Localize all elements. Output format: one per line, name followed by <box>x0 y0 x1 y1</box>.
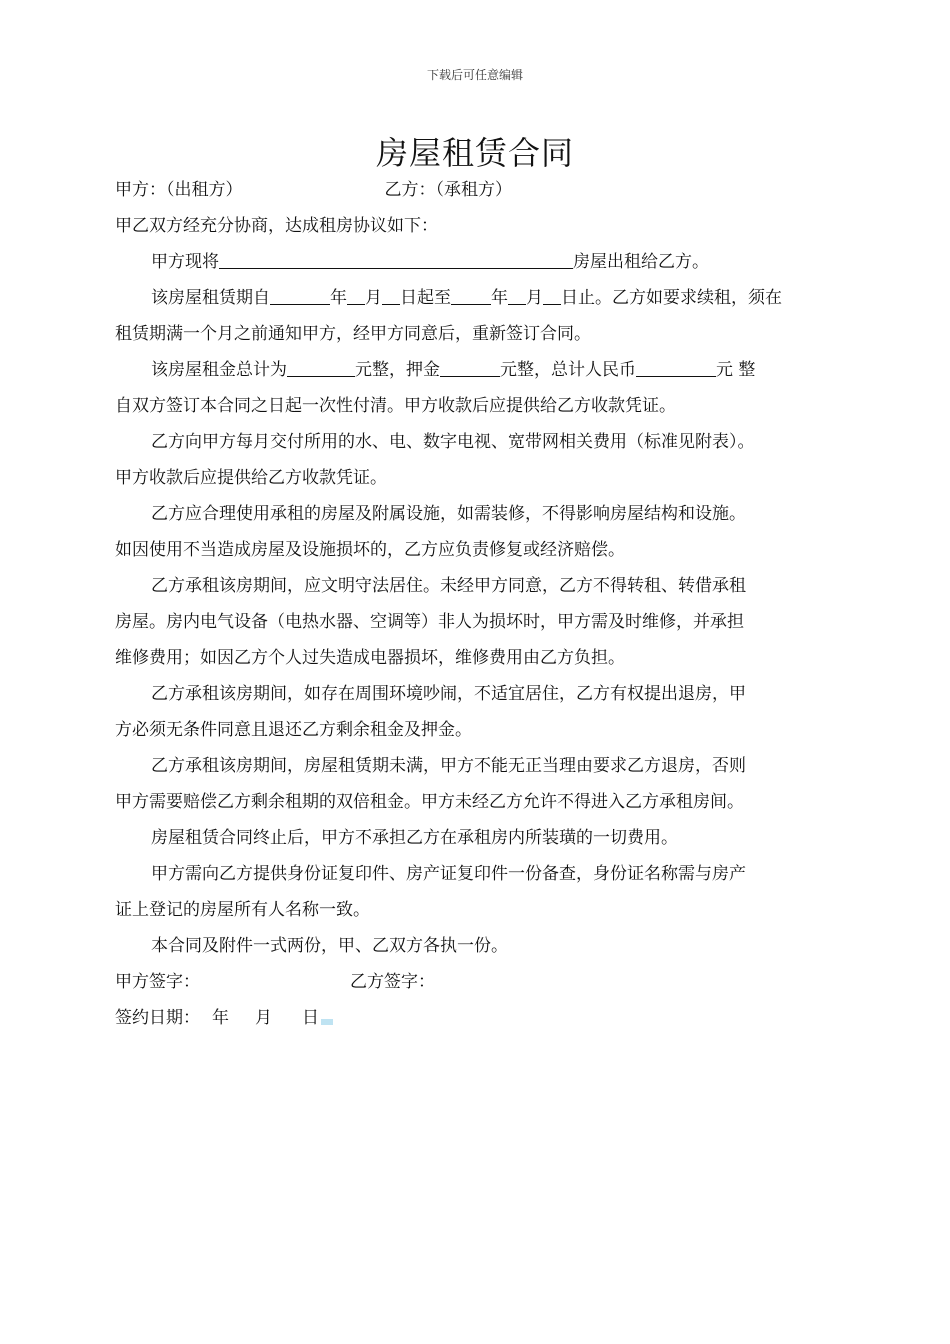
rent-total-blank[interactable] <box>287 354 355 377</box>
address-blank[interactable] <box>219 246 573 269</box>
clause-conduct-line1: 乙方承租该房期间，应文明守法居住。未经甲方同意，乙方不得转租、转借承租 <box>151 576 746 596</box>
clause-eviction-line2: 甲方需要赔偿乙方剩余租期的双倍租金。甲方未经乙方允许不得进入乙方承租房间。 <box>115 792 744 812</box>
text-cursor-marker <box>321 1019 333 1025</box>
clause-early-exit-line1: 乙方承租该房期间，如存在周围环境吵闹，不适宜居住，乙方有权提出退房，甲 <box>151 684 746 704</box>
clause-copies: 本合同及附件一式两份，甲、乙双方各执一份。 <box>151 936 508 956</box>
clause-rent-line2: 自双方签订本合同之日起一次性付清。甲方收款后应提供给乙方收款凭证。 <box>115 396 676 416</box>
total-rmb-blank[interactable] <box>636 354 716 377</box>
clause-utilities-line1: 乙方向甲方每月交付所用的水、电、数字电视、宽带网相关费用（标准见附表）。 <box>151 432 755 452</box>
start-year-blank[interactable] <box>270 282 330 305</box>
clause-eviction-line1: 乙方承租该房期间，房屋租赁期未满，甲方不能无正当理由要求乙方退房，否则 <box>151 756 746 776</box>
clause-conduct-line2: 房屋。房内电气设备（电热水器、空调等）非人为损坏时，甲方需及时维修，并承担 <box>115 612 744 632</box>
document-title: 房屋租赁合同 <box>375 134 574 172</box>
clause-conduct-line3: 维修费用；如因乙方个人过失造成电器损坏，维修费用由乙方负担。 <box>115 648 625 668</box>
clause-term-line2: 租赁期满一个月之前通知甲方，经甲方同意后，重新签订合同。 <box>115 324 591 344</box>
party-b-signature-label: 乙方签字： <box>350 972 435 992</box>
parties-line <box>115 172 855 208</box>
clause-documents-line1: 甲方需向乙方提供身份证复印件、房产证复印件一份备查，身份证名称需与房产 <box>151 864 746 884</box>
party-a-label: 甲方：（出租方） <box>115 180 243 200</box>
clause-utilities-line2: 甲方收款后应提供给乙方收款凭证。 <box>115 468 387 488</box>
intro-line: 甲乙双方经充分协商，达成租房协议如下： <box>115 216 438 236</box>
end-month-blank[interactable] <box>508 282 526 305</box>
clause-term-line1: 该房屋租赁期自 年 月 日起至 年 月 日止。乙方如要求续租，须在 <box>115 280 855 316</box>
date-line: 签约日期： 年 月 日 <box>115 1000 855 1036</box>
start-month-blank[interactable] <box>347 282 365 305</box>
signature-line <box>115 964 855 1000</box>
clause-usage-line1: 乙方应合理使用承租的房屋及附属设施，如需装修，不得影响房屋结构和设施。 <box>151 504 746 524</box>
clause-usage-line2: 如因使用不当造成房屋及设施损坏的，乙方应负责修复或经济赔偿。 <box>115 540 625 560</box>
party-a-signature-label: 甲方签字： <box>115 972 200 992</box>
clause-documents-line2: 证上登记的房屋所有人名称一致。 <box>115 900 370 920</box>
contract-body <box>115 172 855 1036</box>
clause-early-exit-line2: 方必须无条件同意且退还乙方剩余租金及押金。 <box>115 720 472 740</box>
party-b-label: 乙方：（承租方） <box>384 180 512 200</box>
date-label: 签约日期： <box>115 1008 200 1028</box>
header-note: 下载后可任意编辑 <box>426 68 523 82</box>
end-year-blank[interactable] <box>451 282 491 305</box>
start-day-blank[interactable] <box>382 282 400 305</box>
clause-property: 甲方现将 房屋出租给乙方。 <box>115 244 855 280</box>
clause-rent-line1: 该房屋租金总计为 元整，押金 元整，总计人民币 元 整 <box>115 352 855 388</box>
deposit-blank[interactable] <box>440 354 500 377</box>
end-day-blank[interactable] <box>543 282 561 305</box>
clause-termination: 房屋租赁合同终止后，甲方不承担乙方在承租房内所装璜的一切费用。 <box>151 828 678 848</box>
